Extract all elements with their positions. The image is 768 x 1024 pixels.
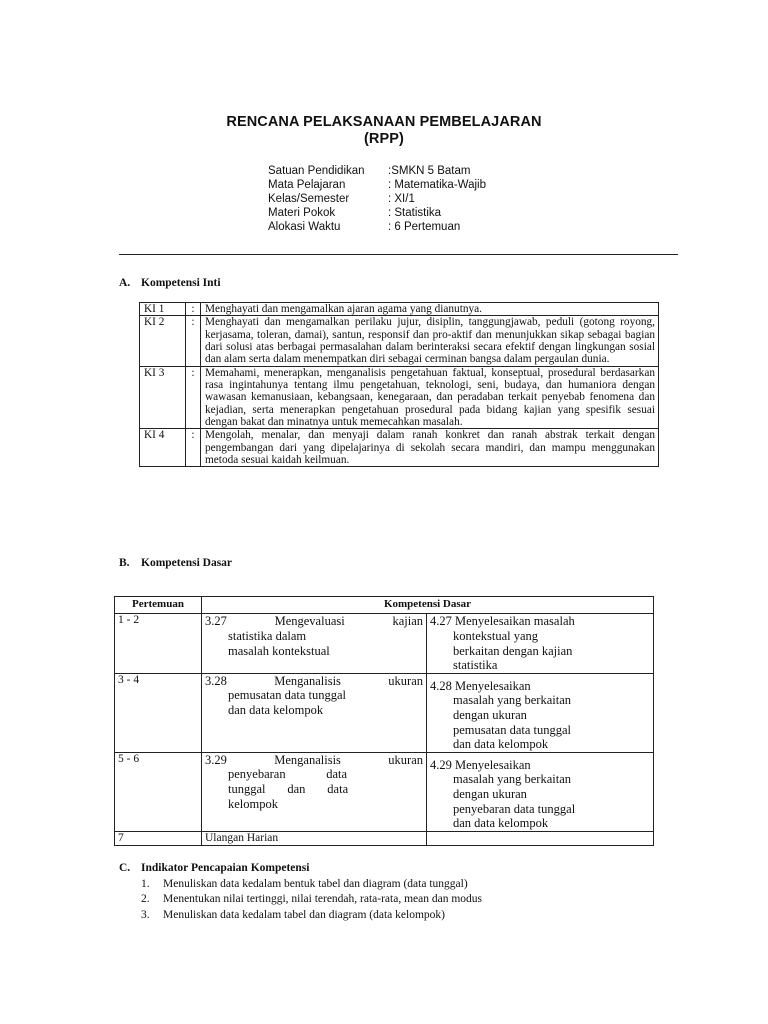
document-title: RENCANA PELAKSANAAN PEMBELAJARAN xyxy=(226,114,542,130)
table-header-row xyxy=(115,597,654,614)
list-item xyxy=(141,877,482,892)
info-label: Materi Pokok xyxy=(268,207,336,219)
kd4-first-line: 4.29 Menyelesaikan xyxy=(430,757,531,772)
info-label: Kelas/Semester xyxy=(268,193,350,205)
pertemuan-cell: 3 - 4 xyxy=(115,673,202,752)
table-row xyxy=(140,316,659,366)
section-title: Indikator Pencapaian Kompetensi xyxy=(141,862,310,874)
table-row xyxy=(115,831,654,845)
section-heading-b xyxy=(119,557,232,569)
kd4-line: pemusatan data tunggal xyxy=(453,722,572,737)
kd4-line: statistika xyxy=(453,658,498,673)
kd4-line: berkaitan dengan kajian xyxy=(453,643,573,658)
table-row xyxy=(140,366,659,429)
list-item xyxy=(141,892,482,907)
ki-separator: : xyxy=(186,366,201,429)
list-number: 2. xyxy=(141,893,150,906)
kd3-line: penyebaran data xyxy=(228,767,348,782)
kd4-line: dengan ukuran xyxy=(453,786,527,801)
ki-separator: : xyxy=(186,316,201,366)
kd3-line: tunggal dan data xyxy=(228,781,349,796)
kd4-line: masalah yang berkaitan xyxy=(453,772,572,787)
kd4-line: dan data kelompok xyxy=(453,816,549,831)
info-value: : XI/1 xyxy=(388,193,415,205)
info-row xyxy=(268,178,486,192)
info-value: : Matematika-Wajib xyxy=(388,179,486,191)
kd3-line: statistika dalam xyxy=(228,629,307,643)
pertemuan-cell: 1 - 2 xyxy=(115,614,202,673)
kd3-line: kelompok xyxy=(228,796,278,811)
info-value: : Statistika xyxy=(388,207,442,219)
info-row xyxy=(268,192,486,206)
table-row xyxy=(140,429,659,467)
kd3-line: dan data kelompok xyxy=(228,702,324,717)
kd3-cell xyxy=(202,673,427,752)
ki-text: Menghayati dan mengamalkan perilaku jujur, disiplin, tanggungjawab, peduli (gotong royong, kerjasama, toleran, damai), santun, responsif dan pro-aktif dan menunjukkan sikap sebagai bagian dari solusi atas berbagai permasalahan dalam berinteraksi secara efektif dengan lingkungan sosial dan alam serta dalam menempatkan diri sebagai cerminan bangsa dalam pergaulan dunia. xyxy=(201,316,659,366)
kompetensi-inti-table xyxy=(139,302,659,467)
section-heading-a xyxy=(119,277,221,289)
info-row xyxy=(268,220,486,234)
column-header-kompetensi-dasar: Kompetensi Dasar xyxy=(202,597,654,614)
ki-code: KI 1 xyxy=(140,303,186,316)
info-label: Satuan Pendidikan xyxy=(268,165,365,177)
info-value: : 6 Pertemuan xyxy=(388,221,461,233)
kd4-first-line: 4.28 Menyelesaikan xyxy=(430,678,531,693)
pertemuan-cell: 7 xyxy=(115,831,202,845)
list-number: 3. xyxy=(141,908,150,921)
kd4-line: dan data kelompok xyxy=(453,737,549,752)
kd4-line: masalah yang berkaitan xyxy=(453,693,572,708)
section-title: Kompetensi Inti xyxy=(141,277,221,289)
ki-text: Menghayati dan mengamalkan ajaran agama yang dianutnya. xyxy=(201,303,659,316)
ki-text: Mengolah, menalar, dan menyaji dalam ranah konkret dan ranah abstrak terkait dengan pengembangan dari yang dipelajarinya di sekolah secara mandiri, dan mampu menggunakan metoda sesuai kaidah keilmuan. xyxy=(201,429,659,467)
kd3-cell: Ulangan Harian xyxy=(202,831,427,845)
ki-code: KI 3 xyxy=(140,366,186,429)
identity-block xyxy=(268,164,486,234)
kd3-line: pemusatan data tunggal xyxy=(228,688,347,703)
section-letter: A. xyxy=(119,277,131,289)
kd4-line: kontekstual yang xyxy=(453,629,539,643)
section-letter: B. xyxy=(119,557,130,569)
ki-text: Memahami, menerapkan, menganalisis pengetahuan faktual, konseptual, prosedural berdasarkan rasa ingintahunya tentang ilmu pengetahuan, teknologi, seni, budaya, dan humaniora dengan wawasan kemanusiaan, kebangsaan, kenegaraan, dan peradaban terkait penyebab fenomena dan kejadian, serta menerapkan pengetahuan prosedural pada bidang kajian yang spesifik sesuai dengan bakat dan minatnya untuk memecahkan masalah. xyxy=(201,366,659,429)
table-row xyxy=(115,673,654,752)
kd4-line: penyebaran data tunggal xyxy=(453,801,576,816)
document-subtitle: (RPP) xyxy=(364,131,404,147)
table-row xyxy=(140,303,659,316)
ki-separator: : xyxy=(186,429,201,467)
info-value: :SMKN 5 Batam xyxy=(388,165,471,177)
list-text: Menuliskan data kedalam tabel dan diagram (data kelompok) xyxy=(163,908,445,921)
kd3-cell xyxy=(202,752,427,831)
pertemuan-cell: 5 - 6 xyxy=(115,752,202,831)
ki-code: KI 4 xyxy=(140,429,186,467)
section-letter: C. xyxy=(119,862,131,874)
kd3-first-line: 3.28 Menganalisis ukuran xyxy=(205,673,423,688)
kd4-cell xyxy=(427,673,654,752)
info-row xyxy=(268,206,486,220)
list-text: Menentukan nilai tertinggi, nilai terendah, rata-rata, mean dan modus xyxy=(163,893,483,906)
info-label: Alokasi Waktu xyxy=(268,221,341,233)
indikator-list xyxy=(141,877,482,923)
ki-code: KI 2 xyxy=(140,316,186,366)
kd3-line: masalah kontekstual xyxy=(228,643,330,658)
table-row xyxy=(115,614,654,673)
kd3-first-line: 3.29 Menganalisis ukuran xyxy=(205,752,423,767)
info-row xyxy=(268,164,486,178)
list-item xyxy=(141,908,482,923)
kd4-line: dengan ukuran xyxy=(453,707,527,722)
section-title: Kompetensi Dasar xyxy=(141,557,233,569)
ki-separator: : xyxy=(186,303,201,316)
section-heading-c xyxy=(119,862,309,874)
list-text: Menuliskan data kedalam bentuk tabel dan diagram (data tunggal) xyxy=(163,878,468,890)
horizontal-divider xyxy=(119,254,678,255)
info-label: Mata Pelajaran xyxy=(268,179,346,191)
kd3-cell xyxy=(202,614,427,673)
kd4-cell xyxy=(427,614,654,673)
kd4-cell xyxy=(427,831,654,845)
kompetensi-dasar-table xyxy=(114,596,654,846)
list-number: 1. xyxy=(141,878,150,890)
table-row xyxy=(115,752,654,831)
column-header-pertemuan: Pertemuan xyxy=(115,597,202,614)
kd4-first-line: 4.27 Menyelesaikan masalah xyxy=(430,614,575,629)
kd4-cell xyxy=(427,752,654,831)
kd3-first-line: 3.27 Mengevaluasi kajian xyxy=(205,614,423,629)
